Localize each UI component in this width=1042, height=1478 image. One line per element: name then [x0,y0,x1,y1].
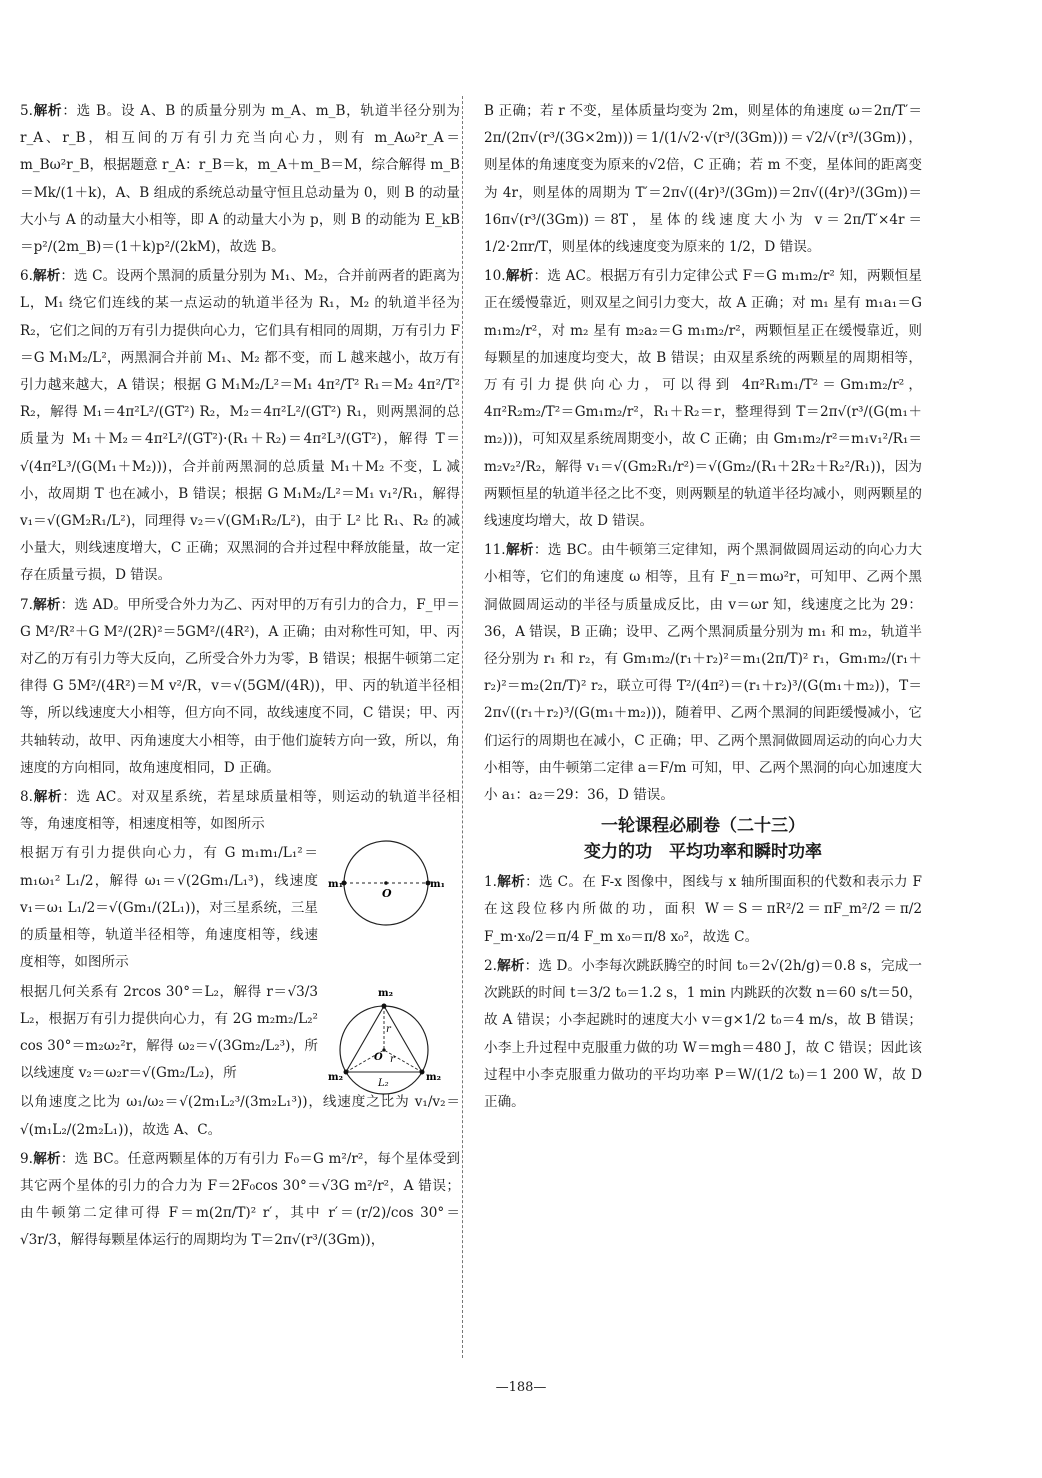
center-label: O [374,1052,383,1063]
item-number: 8. [20,789,33,806]
answer-item-11 [484,537,922,809]
star-dot-right [420,1070,425,1075]
binary-star-figure [324,833,444,933]
star-label-left: m₂ [328,1072,343,1083]
item-number: 5. [20,103,33,119]
item-label: 解析 [505,542,534,559]
item-label: 解析 [496,957,525,974]
item-number: 11. [484,542,506,559]
item-label: 解析 [32,1150,61,1167]
item-number: 9. [20,1150,33,1167]
item-text: ：选 D。小李每次跳跃腾空的时间 t₀＝2√(2h/g)＝0.8 s，完成一次跳跃的时间 t＝3/2 t₀＝1.2 s，1 min 内跳跃的次数 n＝60 s/t＝50，故 A 错误；小李起跳时的速度大小 v＝g×1/2 t₀＝4 m/s，故 B 错误；小李上升过程中克服重力做的功 W＝mgh＝480 J，故 C 错误；因此该过程中小李克服重力做功的平均功率 P＝W/(1/2 t₀)＝1 200 W，故 D 正确。 [484,957,922,1110]
answer-item-7 [20,592,460,782]
star-dot-left [344,1070,349,1075]
answer-item-10 [484,263,922,535]
answer-item-9-cont [484,98,922,261]
item-number: 7. [20,596,33,613]
star-label-left: m₁ [328,879,343,890]
item-text: ：选 B。设 A、B 的质量分别为 m_A、m_B，轨道半径分别为 r_A、r_B，相互间的万有引力充当向心力，则有 m_Aω²r_A＝m_Bω²r_B，根据题意 r_A：r_B＝k，m_A＋m_B＝M，综合解得 m_B＝Mk/(1＋k)，A、B 组成的系统总动量守恒且总动量为 0，则 B 的动量大小与 A 的动量大小相等，即 A 的动量大小为 p，则 B 的动能为 E_kB＝p²/(2m_B)＝(1＋k)p²/(2kM)，故选 B。 [20,103,460,256]
item-label: 解析 [32,789,63,806]
item-text: 根据万有引力提供向心力，有 G m₁m₁/L₁²＝m₁ω₁² L₁/2，解得 ω₁＝√(2Gm₁/L₁³)，线速度 v₁＝ω₁ L₁/2＝√(Gm₁/(2L₁))，对三星系统，三星的质量相等，轨道半径相等，角速度相等，线速度相等，如图所示 [20,845,318,971]
center-dot [382,1048,385,1051]
section-subtitle: 变力的功 平均功率和瞬时功率 [584,842,822,863]
answer-item-s2 [484,953,922,1116]
item-text: ：选 C。在 F-x 图像中，图线与 x 轴所围面积的代数和表示力 F 在这段位移内所做的功，面积 W＝S＝πR²/2＝πF_m²/2＝π/2 F_m·x₀/2＝π/4 F_m x₀＝π/8 x₀²，故选 C。 [484,874,922,945]
item-number: 2. [484,957,497,974]
right-column [484,98,922,1118]
answer-item-8-part2 [20,840,318,976]
answer-item-6 [20,263,460,589]
item-number: 1. [484,874,497,891]
triple-star-figure [326,982,448,1100]
item-text: ：选 C。设两个黑洞的质量分别为 M₁、M₂，合并前两者的距离为 L，M₁ 绕它们连线的某一点运动的轨道半径为 R₁，M₂ 的轨道半径为 R₂，它们之间的万有引力提供向心力，它们具有相同的周期，万有引力 F＝G M₁M₂/L²，两黑洞合并前 M₁、M₂ 都不变，而 L 越来越小，故万有引力越来越大，A 错误；根据 G M₁M₂/L²＝M₁ 4π²/T² R₁＝M₂ 4π²/T² R₂，解得 M₁＝4π²L²/(GT²) R₂，M₂＝4π²L²/(GT²) R₁，则两黑洞的总质量为 M₁＋M₂＝4π²L²/(GT²)·(R₁＋R₂)＝4π²L³/(GT²)，解得 T＝√(4π²L³/(G(M₁＋M₂)))，合并前两黑洞的总质量 M₁＋M₂ 不变，L 减小，故周期 T 也在减小，B 错误；根据 G M₁M₂/L²＝M₁ v₁²/R₁，解得 v₁＝√(GM₂R₁/L²)，同理得 v₂＝√(GM₁R₂/L²)，由于 L² 比 R₁、R₂ 的减小量大，则线速度增大，C 正确；双黑洞的合并过程中释放能量，故一定存在质量亏损，D 错误。 [20,268,461,584]
binary-star-diagram [324,833,444,933]
item-number: 10. [484,268,506,285]
center-dot [384,881,388,885]
item-text: ：选 AC。根据万有引力定律公式 F＝G m₁m₂/r² 知，两颗恒星正在缓慢靠近，则双星之间引力变大，故 A 正确；对 m₁ 星有 m₁a₁＝G m₁m₂/r²，对 m₂ 星有 m₂a₂＝G m₁m₂/r²，两颗恒星正在缓慢靠近，则每颗星的加速度均变大，故 B 错误；由双星系统的两颗星的周期相等，万有引力提供向心力，可以得到 4π²R₁m₁/T²＝Gm₁m₂/r²，4π²R₂m₂/T²＝Gm₁m₂/r²，R₁＋R₂＝r，整理得到 T＝2π√(r³/(G(m₁＋m₂)))，可知双星系统周期变小，故 C 正确；由 Gm₁m₂/r²＝m₁v₁²/R₁＝m₂v₂²/R₂，解得 v₁＝√(Gm₂R₁/r²)＝√(Gm₂/(R₁＋2R₂＋R₂²/R₁))，因为两颗恒星的轨道半径之比不变，则两颗星的轨道半径均减小，则两颗星的线速度均增大，故 D 错误。 [484,268,923,530]
item-text: ：选 AD。甲所受合外力为乙、丙对甲的万有引力的合力，F_甲＝G M²/R²＋G M²/(2R)²＝5GM²/(4R²)，A 正确；由对称性可知，甲、丙对乙的万有引力等大反向，乙所受合外力为零，B 错误；根据牛顿第二定律得 G 5M²/(4R²)＝M v²/R，v＝√(5GM/(4R))，甲、丙的轨道半径相等，所以线速度大小相等，但方向不同，故线速度不同，C 错误；甲、丙共轴转动，故甲、丙角速度大小相等，由于他们旋转方向一致，所以，角速度的方向相同，故角速度相同，D 正确。 [20,596,461,776]
item-number: 6. [20,268,33,285]
item-label: 解析 [505,268,534,285]
answer-item-s1 [484,869,922,951]
star-label-right: m₁ [430,879,444,890]
column-divider [462,96,463,1358]
star-dot-top [382,1004,387,1009]
item-text: ：选 BC。任意两颗星体的万有引力 F₀＝G m²/r²，每个星体受到其它两个星体的引力的合力为 F＝2F₀cos 30°＝√3G m²/r²，A 错误；由牛顿第二定律可得 F＝m(2π/T)² r′，其中 r′＝(r/2)/cos 30°＝√3r/3，解得每颗星体运行的周期均为 T＝2π√(r³/(3Gm))， [20,1150,460,1249]
triple-star-diagram [326,982,448,1100]
item-text: 根据几何关系有 2rcos 30°＝L₂，解得 r＝√3/3 L₂，根据万有引力提供向心力，有 2G m₂m₂/L₂² cos 30°＝m₂ω₂²r，解得 ω₂＝√(3Gm₂/L₂³)，所以线速度 v₂＝ω₂r＝√(Gm₂/L₂)，所 [20,983,318,1082]
answer-item-9 [20,1146,460,1255]
item-label: 解析 [32,596,61,613]
item-text: B 正确；若 r 不变，星体质量均变为 2m，则星体的角速度 ω＝2π/T′＝2π/(2π√(r³/(3G×2m)))＝1/(1/√2·√(r³/(3Gm)))＝√2/√(r³/(3Gm))，则星体的角速度变为原来的√2倍，C 正确；若 m 不变，星体间的距离变为 4r，则星体的周期为 T′＝2π√((4r)³/(3Gm))＝2π√((4r)³/(3Gm))＝16π√(r³/(3Gm))＝8T，星体的线速度大小为 v＝2π/T′×4r＝1/2·2πr/T，则星体的线速度变为原来的 1/2，D 错误。 [484,103,922,256]
answer-item-5 [20,98,460,261]
item-text: ：选 AC。对双星系统，若星球质量相等，则运动的轨道半径相等，角速度相等，相速度相等，如图所示 [20,789,460,833]
radius-label-right: r [390,1054,395,1065]
star-label-top: m₂ [378,988,393,999]
section-title: 一轮课程必刷卷（二十三） [601,816,805,837]
answer-item-8-part3 [20,979,318,1088]
answer-item-8 [20,784,460,838]
center-label: O [382,887,392,900]
item-text: ：选 BC。由牛顿第三定律知，两个黑洞做圆周运动的向心力大小相等，它们的角速度 ω 相等，且有 F_n＝mω²r，可知甲、乙两个黑洞做圆周运动的半径与质量成反比，由 v＝ωr 知，线速度之比为 29：36，A 错误，B 正确；设甲、乙两个黑洞质量分别为 m₁ 和 m₂，轨道半径分别为 r₁ 和 r₂，有 Gm₁m₂/(r₁＋r₂)²＝m₁(2π/T)² r₁，Gm₁m₂/(r₁＋r₂)²＝m₂(2π/T)² r₂，联立可得 T²/(4π²)＝(r₁＋r₂)³/(G(m₁＋m₂))，T＝2π√((r₁＋r₂)³/(G(m₁＋m₂)))，随着甲、乙两个黑洞的间距缓慢减小，它们运行的周期也在减小，C 正确；甲、乙两个黑洞做圆周运动的向心力大小相等，由牛顿第二定律 a＝F/m 可知，甲、乙两个黑洞的向心加速度大小 a₁：a₂＝29：36，D 错误。 [484,542,922,804]
item-text: 以角速度之比为 ω₁/ω₂＝√(2m₁L₂³/(3m₂L₁³))，线速度之比为 v₁/v₂＝√(m₁L₂/(2m₂L₁))，故选 A、C。 [20,1094,460,1138]
star-label-right: m₂ [426,1072,441,1083]
item-label: 解析 [32,103,63,119]
radius-label-top: r [386,1024,391,1035]
item-label: 解析 [32,268,61,285]
item-label: 解析 [496,874,526,891]
page-number: —188— [495,1380,547,1395]
base-label: L₂ [378,1078,389,1089]
